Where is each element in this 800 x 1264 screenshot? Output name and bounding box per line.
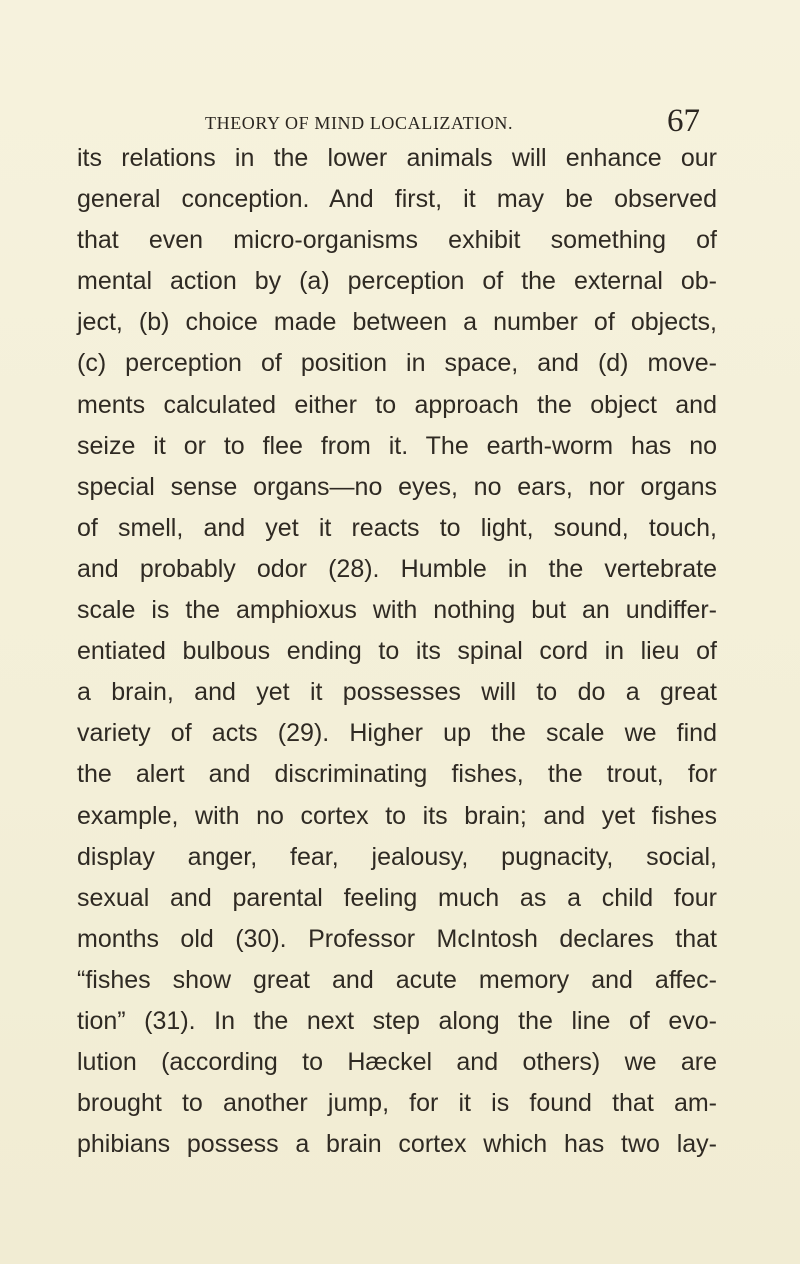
body-paragraph [77,138,717,1165]
running-title: THEORY OF MIND LOCALIZATION. [205,113,514,133]
running-head [205,103,785,139]
text-line: ments calculated either to approach the object and [77,390,717,419]
text-line: scale is the amphioxus with nothing but an undiffer- [77,596,717,625]
text-line: that even micro-organisms exhibit something of [77,226,717,255]
text-line: of smell, and yet it reacts to light, sound, touch, [77,513,717,542]
text-line: and probably odor (28). Humble in the vertebrate [77,554,717,583]
text-line: display anger, fear, jealousy, pugnacity, social, [77,842,717,871]
text-line: variety of acts (29). Higher up the scale we find [77,719,717,748]
text-line: “fishes show great and acute memory and affec- [77,965,717,994]
text-line: seize it or to flee from it. The earth-worm has no [77,431,717,460]
text-line: a brain, and yet it possesses will to do a great [77,678,717,707]
text-line: special sense organs—no eyes, no ears, nor organs [77,472,717,501]
text-line: mental action by (a) perception of the external ob- [77,267,717,296]
text-line: general conception. And first, it may be observed [77,185,717,214]
text-line: months old (30). Professor McIntosh declares that [77,924,717,953]
text-line: entiated bulbous ending to its spinal cord in lieu of [77,637,717,666]
text-line: example, with no cortex to its brain; and yet fishes [77,801,717,830]
text-line: tion” (31). In the next step along the line of evo- [77,1006,717,1035]
text-line: sexual and parental feeling much as a child four [77,883,717,912]
text-line: the alert and discriminating fishes, the trout, for [77,760,717,789]
text-line: brought to another jump, for it is found that am- [77,1089,717,1118]
text-line: phibians possess a brain cortex which has two lay- [77,1130,717,1159]
text-line: ject, (b) choice made between a number of objects, [77,308,717,337]
text-line: lution (according to Hæckel and others) we are [77,1048,717,1077]
page-number: 67 [667,103,700,139]
text-line: its relations in the lower animals will enhance our [77,144,717,172]
text-line: (c) perception of position in space, and (d) move- [77,349,717,378]
